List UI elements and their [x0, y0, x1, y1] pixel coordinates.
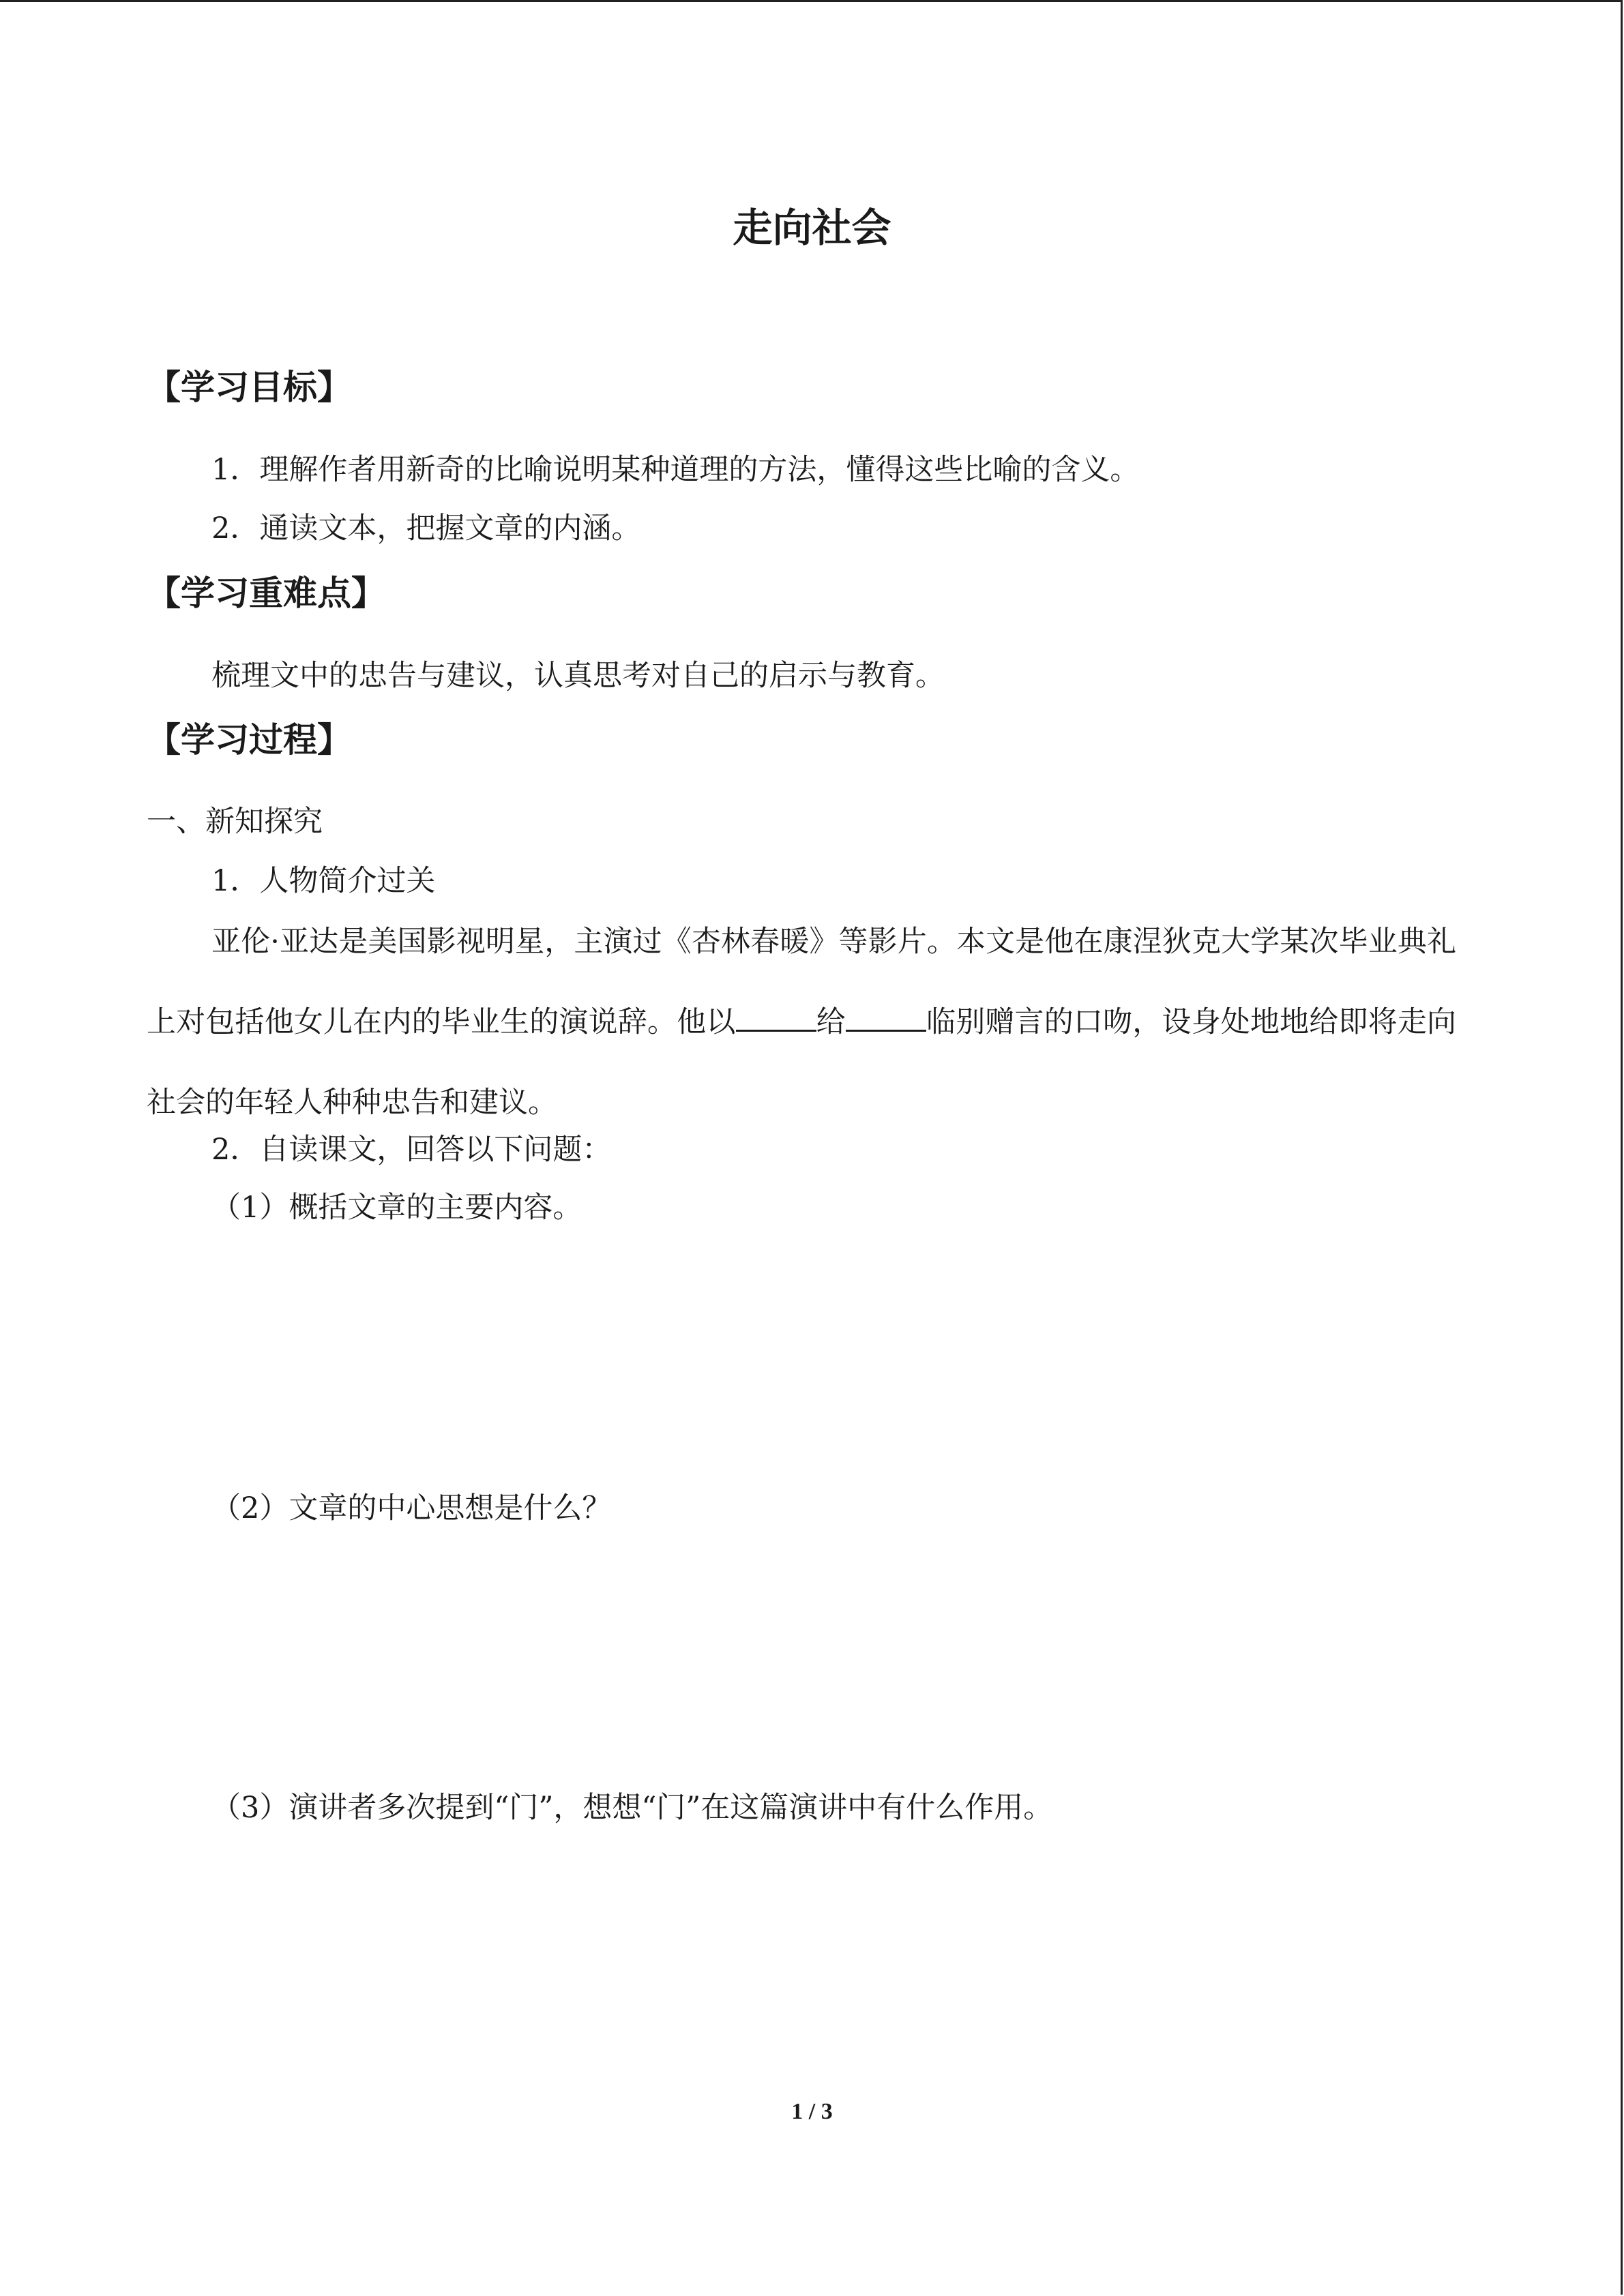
key-points-text: 梳理文中的忠告与建议，认真思考对自己的启示与教育。 — [211, 659, 945, 693]
intro-text-c: 临别赠言的口吻，设身处地地给即将走向社会的年轻人种种忠告和建议。 — [147, 1005, 1457, 1120]
heading-objectives: 【学习目标】 — [147, 368, 351, 407]
objective-item-2: 2．通读文本，把握文章的内涵。 — [211, 511, 641, 546]
sub-question-1: （1）概括文章的主要内容。 — [211, 1191, 582, 1225]
question-2-title: 2．自读课文，回答以下问题： — [211, 1133, 612, 1167]
sub-question-2: （2）文章的中心思想是什么？ — [211, 1491, 612, 1525]
intro-text-b: 给 — [816, 1005, 846, 1039]
fill-blank-1[interactable] — [736, 1009, 816, 1032]
fill-blank-2[interactable] — [846, 1009, 926, 1032]
document-title: 走向社会 — [733, 205, 891, 251]
objective-item-1: 1．理解作者用新奇的比喻说明某种道理的方法，懂得这些比喻的含义。 — [211, 453, 1140, 487]
page-number: 1 / 3 — [791, 2099, 833, 2124]
intro-paragraph — [147, 901, 1456, 1143]
question-1-title: 1．人物简介过关 — [211, 864, 436, 898]
heading-process: 【学习过程】 — [147, 720, 351, 760]
part-one-label: 一、新知探究 — [147, 805, 323, 839]
sub-question-3: （3）演讲者多次提到“门”，想想“门”在这篇演讲中有什么作用。 — [211, 1791, 1053, 1825]
intro-text-a: 亚伦·亚达是美国影视明星，主演过《杏林春暖》等影片。本文是他在康涅狄克大学某次毕业典礼上对包括他女儿在内的毕业生的演说辞。他以 — [147, 925, 1456, 1039]
heading-key-points: 【学习重难点】 — [147, 573, 385, 613]
